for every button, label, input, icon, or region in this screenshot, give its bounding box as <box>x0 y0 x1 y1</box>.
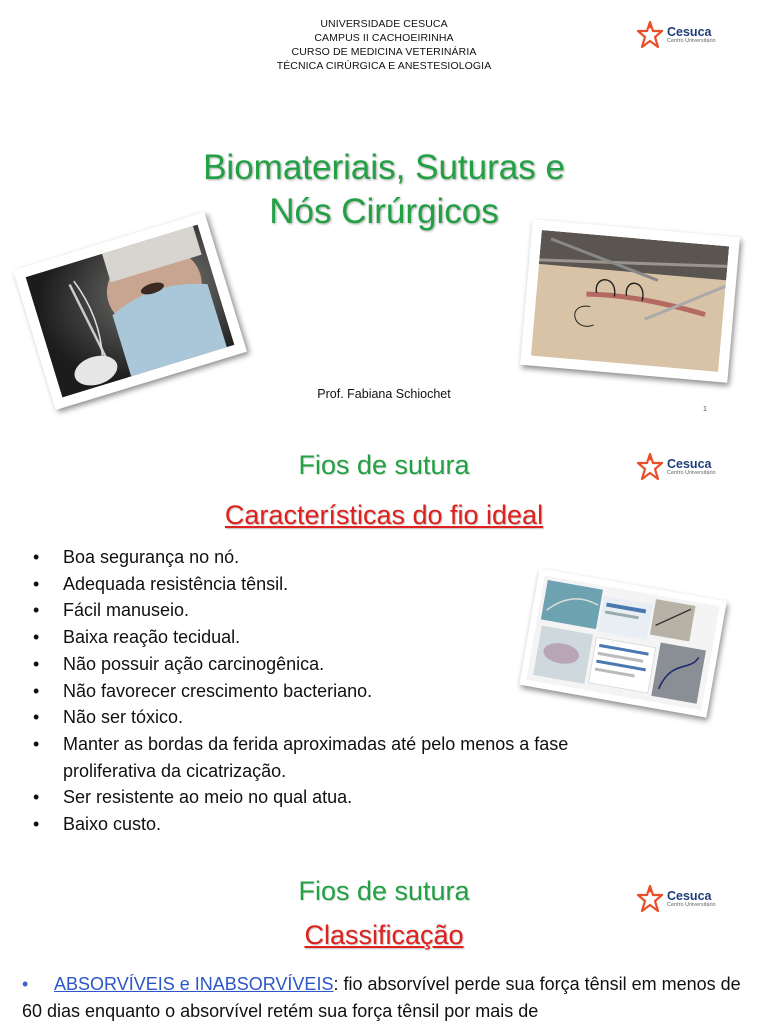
title-line-2: Nós Cirúrgicos <box>269 192 499 231</box>
cesuca-logo <box>636 884 716 914</box>
star-figure-logo-icon <box>636 884 664 914</box>
slide-title: Fios de sutura <box>298 876 470 906</box>
star-figure-logo-icon <box>636 452 664 482</box>
star-figure-logo-icon <box>636 20 664 50</box>
header-line: UNIVERSIDADE CESUCA <box>320 18 448 30</box>
list-item: • Manter as bordas da ferida aproximadas até pelo menos a fase proliferativa da cicatrização. <box>33 731 653 784</box>
header-line: CURSO DE MEDICINA VETERINÁRIA <box>291 46 477 58</box>
classification-item <box>22 971 752 1024</box>
bullet-icon: • <box>22 974 29 994</box>
list-item: • Boa segurança no nó. <box>33 544 653 571</box>
list-item: • Baixo custo. <box>33 811 653 838</box>
slide-3 <box>0 860 768 1024</box>
logo-name: Cesuca <box>667 456 712 471</box>
slide-subtitle: Classificação <box>304 920 464 950</box>
list-item: • Não ser tóxico. <box>33 704 653 731</box>
list-item: • Baixa reação tecidual. <box>33 624 653 651</box>
cesuca-logo <box>636 20 716 50</box>
title-line-1: Biomateriais, Suturas e <box>203 148 565 187</box>
cesuca-logo <box>636 452 716 482</box>
list-item: • Ser resistente ao meio no qual atua. <box>33 784 653 811</box>
list-item: • Não possuir ação carcinogênica. <box>33 651 653 678</box>
list-item: • Adequada resistência tênsil. <box>33 571 653 598</box>
logo-subtitle: Centro Universitário <box>667 470 716 476</box>
slide-1 <box>0 0 768 425</box>
list-item: • Não favorecer crescimento bacteriano. <box>33 678 653 705</box>
page-number: 1 <box>703 406 707 413</box>
logo-name: Cesuca <box>667 888 712 903</box>
classification-text: : fio absorvível perde sua força tênsil em menos de 60 dias enquanto o absorvível retém sua força tênsil por mais de <box>22 974 741 1021</box>
suture-photo <box>520 219 740 383</box>
absorbable-link[interactable]: ABSORVÍVEIS e INABSORVÍVEIS <box>54 974 334 994</box>
list-item: • Fácil manuseio. <box>33 597 653 624</box>
surgeon-photo <box>13 212 247 410</box>
slide-title: Fios de sutura <box>298 450 470 480</box>
slide-title <box>0 146 768 234</box>
header-line: CAMPUS II CACHOEIRINHA <box>314 32 454 44</box>
author-name: Prof. Fabiana Schiochet <box>317 387 451 401</box>
header-line: TÉCNICA CIRÚRGICA E ANESTESIOLOGIA <box>276 60 492 72</box>
logo-subtitle: Centro Universitário <box>667 902 716 908</box>
logo-subtitle: Centro Universitário <box>667 38 716 44</box>
logo-name: Cesuca <box>667 24 712 39</box>
slide-subtitle: Características do fio ideal <box>224 500 544 530</box>
